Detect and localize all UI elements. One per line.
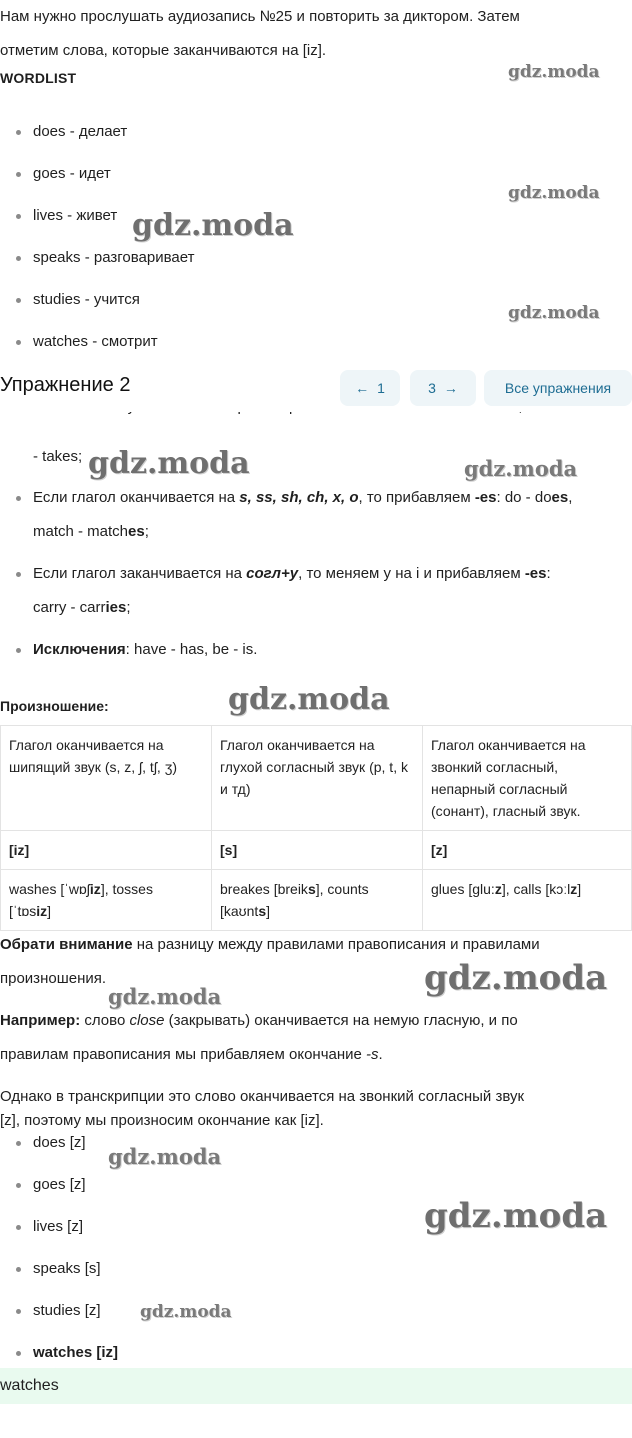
- table-cell: [423, 870, 632, 931]
- table-cell: [212, 870, 423, 931]
- rule-3-line2-end: ;: [126, 599, 131, 616]
- exercise-title: Упражнение 2: [0, 374, 131, 396]
- table-row: [1, 831, 632, 870]
- note-line-2: произношения.: [0, 970, 107, 987]
- prev-exercise-button[interactable]: [340, 370, 400, 406]
- watermark: gdz.moda: [108, 1144, 222, 1169]
- rule-2-line2-end: ;: [144, 523, 149, 540]
- watermark: gdz.moda: [464, 456, 578, 481]
- ex-text: [ˈtɒs: [9, 903, 37, 919]
- example-suffix: -s: [366, 1046, 379, 1063]
- ex-text: glues [glu:: [431, 881, 495, 897]
- rule-4-text: : have - has, be - is.: [125, 641, 258, 658]
- rule-1-tail: - takes;: [33, 448, 83, 465]
- wordlist-item: studies - учится: [0, 283, 632, 325]
- answer-item: does [z]: [0, 1126, 632, 1168]
- transcription-line-1: Однако в транскрипции это слово оканчивается на звонкий согласный звук: [0, 1088, 525, 1105]
- ex-text: ], counts: [315, 881, 369, 897]
- wordlist-item: goes - идет: [0, 157, 632, 199]
- rule-3-line2: carry - carr: [33, 599, 106, 616]
- ex-bold: iz: [89, 881, 101, 897]
- table-cell: [1, 870, 212, 931]
- watermark: gdz.moda: [508, 303, 600, 323]
- rule-2-suffix: -es: [474, 489, 497, 506]
- watermark: gdz.moda: [424, 958, 608, 998]
- sound-z: [z]: [431, 842, 448, 858]
- table-cell: [1, 831, 212, 870]
- watermark: gdz.moda: [228, 682, 390, 717]
- ex-text: washes [ˈwɒʃ: [9, 881, 90, 897]
- ex-text: ]: [266, 903, 270, 919]
- example-word: close: [129, 1012, 165, 1029]
- arrow-left-icon: ←: [355, 380, 370, 396]
- watermark: gdz.moda: [140, 1302, 232, 1322]
- example-label: Например:: [0, 1012, 81, 1029]
- rule-3-suffix: -es: [524, 565, 547, 582]
- ex-bold: s: [307, 881, 316, 897]
- rule-2-text-b: , то прибавляем: [358, 489, 475, 506]
- sound-s: [s]: [220, 842, 238, 858]
- rule-2-comma: ,: [568, 489, 573, 506]
- rule-2-endings: s, ss, sh, ch, x, o: [239, 489, 359, 506]
- sound-iz: [iz]: [9, 842, 30, 858]
- answers-list: [0, 1126, 632, 1370]
- ex-bold: iz: [36, 903, 48, 919]
- note-text: на разницу между правилами правописания и правилами: [132, 936, 540, 953]
- ex-text: [kaʊnt: [220, 903, 259, 919]
- example-line2-text: правилам правописания мы прибавляем окончание: [0, 1046, 367, 1063]
- answer-item-bold: [0, 1336, 632, 1370]
- rule-3-cond: согл+y: [246, 565, 299, 582]
- answer-bar: watches: [0, 1368, 632, 1404]
- ex-text: breakes [breik: [220, 881, 308, 897]
- next-exercise-label: 3: [428, 380, 436, 396]
- table-header-cell: Глагол оканчивается на шипящий звук (s, z, ʃ, tʃ, ʒ): [1, 726, 212, 831]
- rule-3-text-b: , то меняем y на i и прибавляем: [298, 565, 525, 582]
- intro-line-2: отметим слова, которые заканчиваются на [iz].: [0, 42, 327, 59]
- ex-text: ]: [47, 903, 52, 919]
- watermark: gdz.moda: [424, 1196, 608, 1236]
- wordlist-item: lives - живет: [0, 199, 632, 241]
- wordlist-item: speaks - разговаривает: [0, 241, 632, 283]
- rule-3-colon: :: [546, 565, 551, 582]
- answer-item: goes [z]: [0, 1168, 632, 1210]
- note-label: Обрати внимание: [0, 936, 133, 953]
- watermark: gdz.moda: [508, 62, 600, 82]
- table-cell: [423, 831, 632, 870]
- rule-2-line2: match - match: [33, 523, 129, 540]
- example-line-2: [0, 1038, 632, 1072]
- ex-text: ], tosses: [100, 881, 153, 897]
- pronunciation-table: [0, 725, 632, 931]
- table-row: [1, 726, 632, 831]
- rule-3-text: Если глагол заканчивается на: [33, 565, 247, 582]
- rules-list: [0, 481, 632, 673]
- rule-2-es: es: [551, 489, 569, 506]
- rule-2: [0, 481, 632, 557]
- ex-bold: z: [494, 881, 502, 897]
- answer-item: studies [z]: [0, 1294, 632, 1336]
- rule-3: [0, 557, 632, 633]
- wordlist-title: WORDLIST: [0, 70, 77, 86]
- table-row: [1, 870, 632, 931]
- transcription-line-2: [z], поэтому мы произносим окончание как [iz].: [0, 1114, 324, 1128]
- watermark: gdz.moda: [508, 183, 600, 203]
- wordlist: [0, 115, 632, 367]
- table-cell: [212, 831, 423, 870]
- all-exercises-label: Все упражнения: [504, 380, 612, 396]
- example-line-1: [0, 1004, 632, 1038]
- prev-exercise-label: 1: [377, 380, 385, 396]
- wordlist-item: does - делает: [0, 115, 632, 157]
- ex-bold: s: [258, 903, 267, 919]
- pronunciation-title: Произношение:: [0, 698, 109, 714]
- wordlist-item: watches - смотрит: [0, 325, 632, 367]
- answer-item: lives [z]: [0, 1210, 632, 1252]
- answer-item: speaks [s]: [0, 1252, 632, 1294]
- example-text-b: (закрывать) оканчивается на немую гласную, и по: [164, 1012, 518, 1029]
- note-line-1: [0, 928, 632, 962]
- arrow-right-icon: →: [443, 380, 458, 396]
- rule-2-text: Если глагол оканчивается на: [33, 489, 240, 506]
- rule-4-label: Исключения: [33, 641, 126, 658]
- rule-3-line2-ies: ies: [105, 599, 127, 616]
- all-exercises-button[interactable]: [484, 370, 632, 406]
- watermark: gdz.moda: [108, 984, 222, 1009]
- ex-text: ]: [577, 881, 582, 897]
- watermark: gdz.moda: [88, 446, 250, 481]
- ex-bold: z: [570, 881, 578, 897]
- table-header-cell: Глагол оканчивается на глухой согласный звук (p, t, k и тд): [212, 726, 423, 831]
- example-line2-end: .: [378, 1046, 383, 1063]
- table-header-cell: Глагол оканчивается на звонкий согласный, непарный согласный (сонант), гласный звук.: [423, 726, 632, 831]
- rule-4: [0, 633, 632, 673]
- watermark: gdz.moda: [132, 208, 294, 243]
- rule-2-text-c: : do - do: [496, 489, 552, 506]
- exercise-header: [0, 366, 632, 412]
- rule-2-line2-es: es: [128, 523, 145, 540]
- answer-bold-text: watches [iz]: [33, 1344, 119, 1361]
- example-text: слово: [80, 1012, 130, 1029]
- ex-text: ], calls [kɔːl: [501, 881, 571, 897]
- next-exercise-button[interactable]: [410, 370, 476, 406]
- intro-line-1: Нам нужно прослушать аудиозапись №25 и повторить за диктором. Затем: [0, 8, 520, 25]
